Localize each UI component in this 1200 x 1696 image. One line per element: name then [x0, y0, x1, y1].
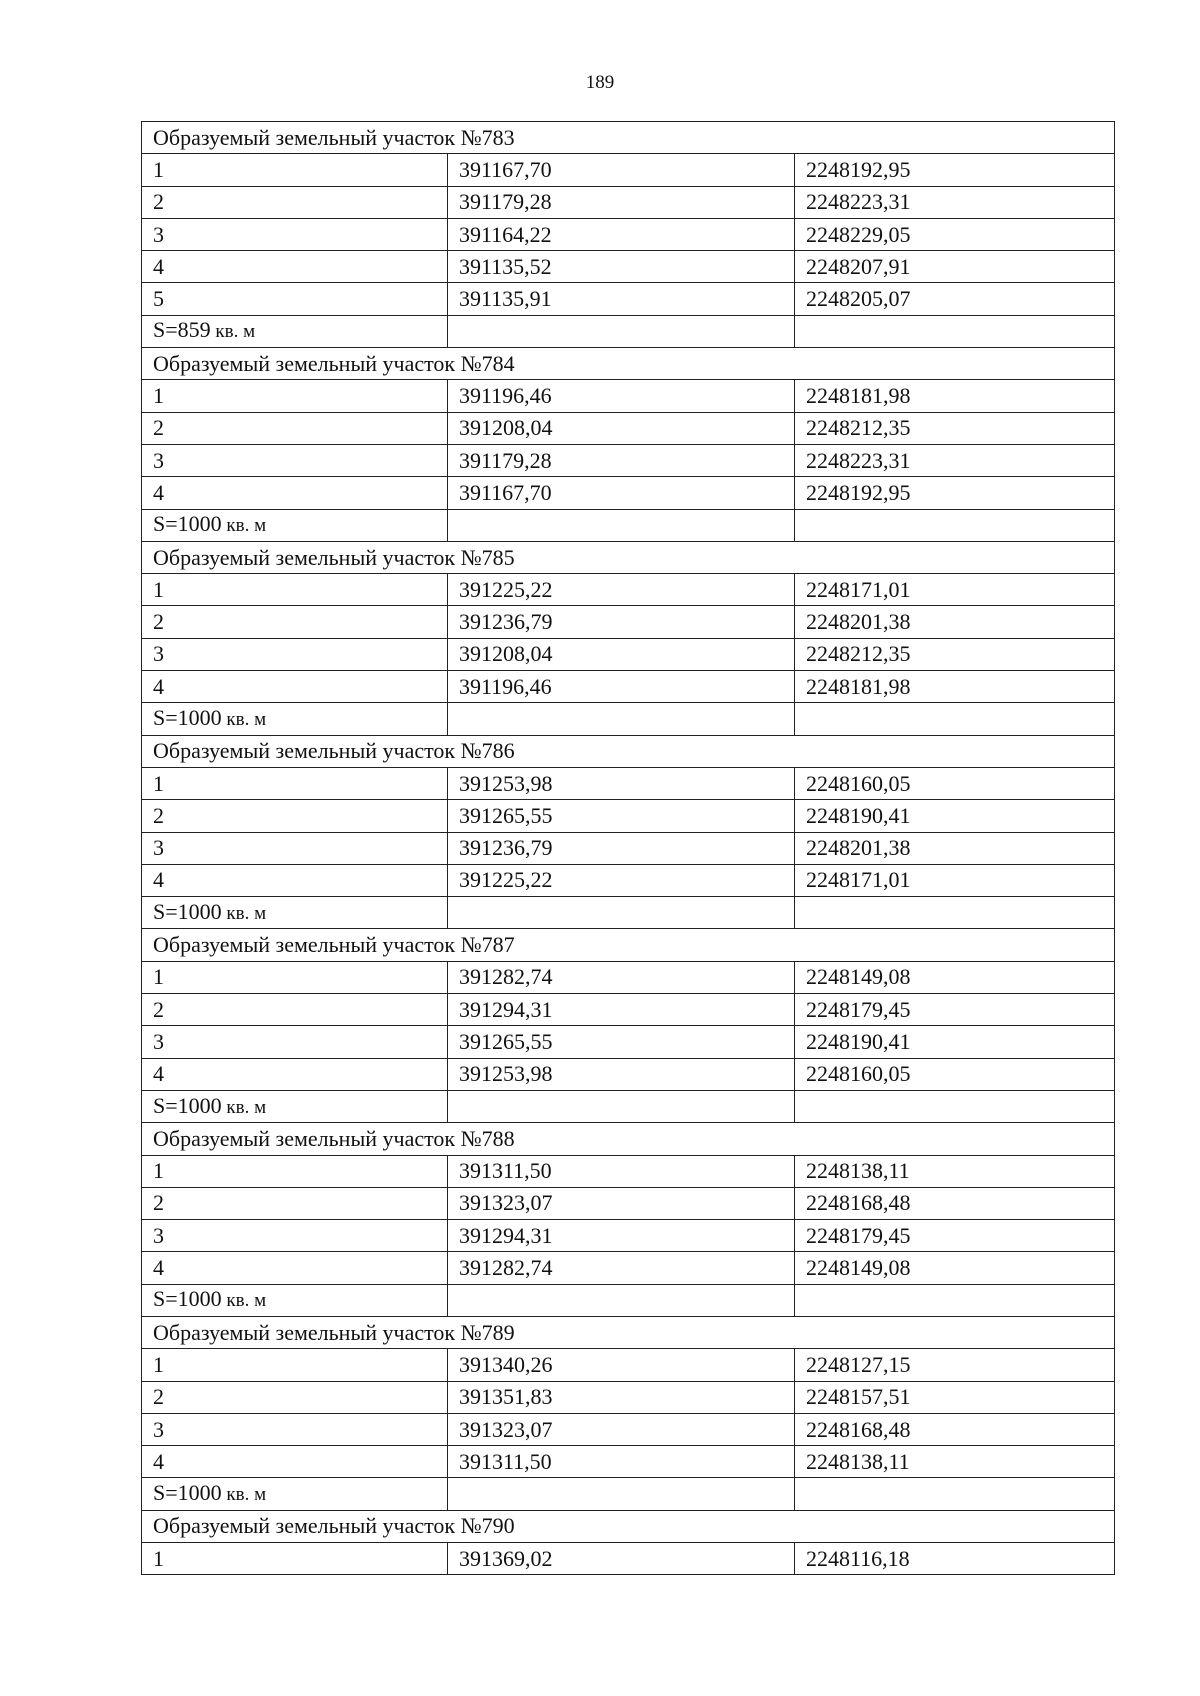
coordinate-x: 391282,74 [448, 1252, 795, 1284]
coordinate-x: 391236,79 [448, 832, 795, 864]
coordinate-y: 2248157,51 [795, 1381, 1115, 1413]
parcel-title-row [142, 1316, 1115, 1348]
area-row [142, 315, 1115, 347]
coordinate-x: 391196,46 [448, 380, 795, 412]
coordinate-y: 2248138,11 [795, 1155, 1115, 1187]
coordinate-x: 391179,28 [448, 444, 795, 476]
coordinate-x: 391323,07 [448, 1413, 795, 1445]
area-unit: кв. м [221, 1096, 267, 1118]
table-row [142, 1187, 1115, 1219]
area-value: S=1000 [153, 1480, 222, 1506]
point-number: 2 [142, 186, 448, 218]
area-unit: кв. м [210, 321, 256, 343]
coordinate-y: 2248201,38 [795, 832, 1115, 864]
area-row [142, 897, 1115, 929]
table-row [142, 1155, 1115, 1187]
coordinate-x: 391340,26 [448, 1349, 795, 1381]
table-row [142, 994, 1115, 1026]
coordinate-x: 391135,52 [448, 251, 795, 283]
coordinate-y: 2248223,31 [795, 186, 1115, 218]
coordinate-y: 2248171,01 [795, 864, 1115, 896]
empty-cell [795, 1090, 1115, 1122]
coordinate-y: 2248149,08 [795, 1252, 1115, 1284]
area-unit: кв. м [221, 1290, 267, 1312]
coordinate-x: 391135,91 [448, 283, 795, 315]
table-row [142, 1058, 1115, 1090]
point-number: 3 [142, 1220, 448, 1252]
area-value: S=1000 [153, 1286, 222, 1312]
area-unit: кв. м [221, 1484, 267, 1506]
coordinate-y: 2248149,08 [795, 961, 1115, 993]
coordinate-y: 2248223,31 [795, 444, 1115, 476]
coordinate-y: 2248179,45 [795, 994, 1115, 1026]
table-row [142, 283, 1115, 315]
point-number: 1 [142, 961, 448, 993]
empty-cell [448, 509, 795, 541]
coordinate-x: 391282,74 [448, 961, 795, 993]
area-value: S=1000 [153, 511, 222, 537]
parcel-title: Образуемый земельный участок №790 [142, 1510, 1115, 1542]
area-value: S=859 [153, 317, 211, 343]
parcel-title-row [142, 122, 1115, 154]
empty-cell [795, 703, 1115, 735]
coordinate-y: 2248192,95 [795, 477, 1115, 509]
point-number: 2 [142, 606, 448, 638]
point-number: 2 [142, 800, 448, 832]
coordinate-x: 391294,31 [448, 1220, 795, 1252]
empty-cell [795, 315, 1115, 347]
area-cell [142, 315, 448, 347]
parcel-title: Образуемый земельный участок №783 [142, 122, 1115, 154]
point-number: 4 [142, 1252, 448, 1284]
area-row [142, 509, 1115, 541]
table-row [142, 1413, 1115, 1445]
table-row [142, 444, 1115, 476]
coordinate-y: 2248160,05 [795, 767, 1115, 799]
area-cell [142, 1478, 448, 1510]
area-row [142, 1478, 1115, 1510]
parcel-title-row [142, 735, 1115, 767]
coordinate-x: 391208,04 [448, 638, 795, 670]
page-number: 189 [585, 72, 615, 93]
table-row [142, 864, 1115, 896]
coordinates-table [141, 121, 1115, 1575]
table-row [142, 1252, 1115, 1284]
coordinate-x: 391179,28 [448, 186, 795, 218]
coordinate-x: 391311,50 [448, 1446, 795, 1478]
empty-cell [448, 703, 795, 735]
point-number: 2 [142, 994, 448, 1026]
area-value: S=1000 [153, 898, 222, 924]
point-number: 4 [142, 671, 448, 703]
point-number: 1 [142, 1543, 448, 1575]
point-number: 3 [142, 832, 448, 864]
point-number: 3 [142, 1413, 448, 1445]
parcel-title-row [142, 348, 1115, 380]
coordinate-y: 2248168,48 [795, 1187, 1115, 1219]
area-value: S=1000 [153, 1092, 222, 1118]
coordinate-x: 391164,22 [448, 218, 795, 250]
point-number: 3 [142, 1026, 448, 1058]
table-row [142, 1220, 1115, 1252]
coordinate-x: 391323,07 [448, 1187, 795, 1219]
table-row [142, 1381, 1115, 1413]
coordinate-y: 2248207,91 [795, 251, 1115, 283]
coordinate-x: 391208,04 [448, 412, 795, 444]
coordinate-y: 2248181,98 [795, 671, 1115, 703]
point-number: 4 [142, 251, 448, 283]
coordinate-y: 2248138,11 [795, 1446, 1115, 1478]
coordinate-y: 2248171,01 [795, 574, 1115, 606]
empty-cell [448, 897, 795, 929]
area-row [142, 1284, 1115, 1316]
table-row [142, 251, 1115, 283]
coordinate-x: 391265,55 [448, 1026, 795, 1058]
coordinate-y: 2248190,41 [795, 800, 1115, 832]
coordinate-y: 2248181,98 [795, 380, 1115, 412]
area-row [142, 1090, 1115, 1122]
area-cell [142, 1090, 448, 1122]
empty-cell [448, 1478, 795, 1510]
coordinate-x: 391225,22 [448, 574, 795, 606]
point-number: 4 [142, 864, 448, 896]
table-row [142, 1543, 1115, 1575]
point-number: 3 [142, 444, 448, 476]
area-cell [142, 1284, 448, 1316]
empty-cell [448, 1090, 795, 1122]
coordinate-y: 2248212,35 [795, 638, 1115, 670]
table-row [142, 961, 1115, 993]
coordinate-y: 2248229,05 [795, 218, 1115, 250]
table-row [142, 1349, 1115, 1381]
coordinate-y: 2248201,38 [795, 606, 1115, 638]
table-row [142, 1026, 1115, 1058]
point-number: 2 [142, 1187, 448, 1219]
table-row [142, 186, 1115, 218]
coordinate-x: 391253,98 [448, 767, 795, 799]
coordinate-y: 2248192,95 [795, 154, 1115, 186]
empty-cell [448, 1284, 795, 1316]
parcel-title: Образуемый земельный участок №785 [142, 541, 1115, 573]
parcel-title: Образуемый земельный участок №784 [142, 348, 1115, 380]
coordinate-y: 2248160,05 [795, 1058, 1115, 1090]
table-row [142, 380, 1115, 412]
table-row [142, 671, 1115, 703]
coordinate-x: 391167,70 [448, 154, 795, 186]
point-number: 2 [142, 412, 448, 444]
empty-cell [448, 315, 795, 347]
point-number: 4 [142, 1058, 448, 1090]
coordinate-y: 2248168,48 [795, 1413, 1115, 1445]
coordinate-x: 391294,31 [448, 994, 795, 1026]
point-number: 1 [142, 767, 448, 799]
coordinate-y: 2248127,15 [795, 1349, 1115, 1381]
area-value: S=1000 [153, 704, 222, 730]
parcel-title-row [142, 1510, 1115, 1542]
table-row [142, 832, 1115, 864]
point-number: 4 [142, 1446, 448, 1478]
point-number: 5 [142, 283, 448, 315]
coordinate-x: 391253,98 [448, 1058, 795, 1090]
table-row [142, 767, 1115, 799]
point-number: 3 [142, 638, 448, 670]
coordinate-y: 2248205,07 [795, 283, 1115, 315]
coordinate-x: 391369,02 [448, 1543, 795, 1575]
point-number: 1 [142, 574, 448, 606]
area-unit: кв. м [221, 708, 267, 730]
coordinate-x: 391265,55 [448, 800, 795, 832]
point-number: 2 [142, 1381, 448, 1413]
coordinate-y: 2248212,35 [795, 412, 1115, 444]
parcel-title-row [142, 1123, 1115, 1155]
parcel-title: Образуемый земельный участок №789 [142, 1316, 1115, 1348]
coordinate-x: 391236,79 [448, 606, 795, 638]
coordinate-x: 391196,46 [448, 671, 795, 703]
coordinate-x: 391225,22 [448, 864, 795, 896]
area-cell [142, 509, 448, 541]
coordinate-x: 391167,70 [448, 477, 795, 509]
area-unit: кв. м [221, 515, 267, 537]
table-row [142, 1446, 1115, 1478]
parcel-title-row [142, 929, 1115, 961]
area-cell [142, 703, 448, 735]
empty-cell [795, 897, 1115, 929]
point-number: 1 [142, 1155, 448, 1187]
table-row [142, 606, 1115, 638]
empty-cell [795, 1478, 1115, 1510]
coordinates-table-body [142, 122, 1115, 1575]
area-row [142, 703, 1115, 735]
coordinate-y: 2248179,45 [795, 1220, 1115, 1252]
parcel-title: Образуемый земельный участок №787 [142, 929, 1115, 961]
area-cell [142, 897, 448, 929]
coordinate-y: 2248116,18 [795, 1543, 1115, 1575]
coordinate-x: 391311,50 [448, 1155, 795, 1187]
table-row [142, 154, 1115, 186]
coordinate-x: 391351,83 [448, 1381, 795, 1413]
point-number: 1 [142, 154, 448, 186]
point-number: 1 [142, 1349, 448, 1381]
table-row [142, 574, 1115, 606]
table-row [142, 638, 1115, 670]
point-number: 3 [142, 218, 448, 250]
empty-cell [795, 1284, 1115, 1316]
point-number: 1 [142, 380, 448, 412]
table-row [142, 412, 1115, 444]
parcel-title: Образуемый земельный участок №788 [142, 1123, 1115, 1155]
table-row [142, 218, 1115, 250]
table-row [142, 477, 1115, 509]
point-number: 4 [142, 477, 448, 509]
coordinate-y: 2248190,41 [795, 1026, 1115, 1058]
table-row [142, 800, 1115, 832]
area-unit: кв. м [221, 902, 267, 924]
empty-cell [795, 509, 1115, 541]
parcel-title-row [142, 541, 1115, 573]
parcel-title: Образуемый земельный участок №786 [142, 735, 1115, 767]
